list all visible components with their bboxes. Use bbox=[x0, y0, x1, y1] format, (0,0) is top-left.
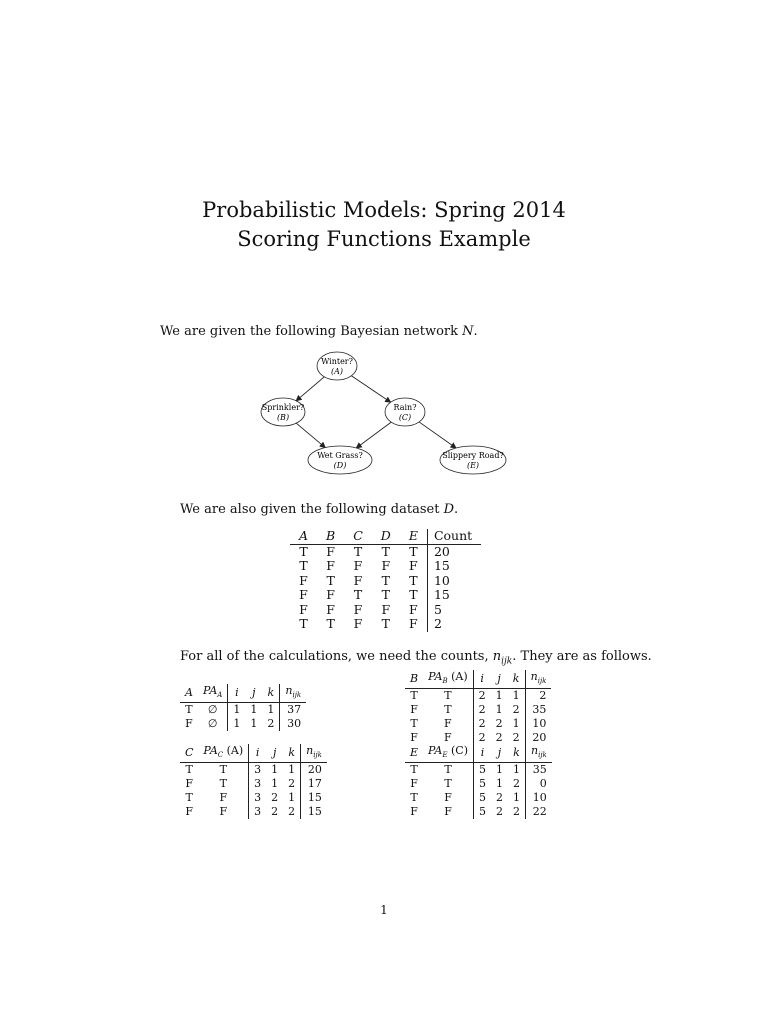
count-table-cell: 1 bbox=[250, 717, 258, 731]
node-b bbox=[261, 398, 305, 426]
count-table-cell: T bbox=[185, 791, 193, 805]
dataset-cell: F bbox=[353, 558, 363, 573]
bayesian-network-diagram bbox=[240, 345, 530, 480]
header-n-ijk: $n_{ijk}$ bbox=[301, 744, 327, 763]
dataset-col-a: A bbox=[290, 529, 317, 544]
dataset-cell: F bbox=[400, 617, 428, 632]
edge-a-c bbox=[351, 376, 390, 403]
dataset-body bbox=[290, 544, 481, 632]
intro-paragraph bbox=[160, 324, 478, 339]
dataset-cell: T bbox=[299, 558, 308, 573]
count-table-cell: 2 bbox=[508, 703, 526, 717]
count-table-cell: F bbox=[198, 791, 248, 805]
count-table-cell: 5 bbox=[479, 777, 486, 791]
header-var: A bbox=[180, 684, 198, 703]
dataset-header-row bbox=[290, 529, 481, 544]
count-table-cell: T bbox=[198, 763, 248, 778]
count-table-cell: F bbox=[410, 777, 418, 791]
header-n-ijk: $n_{ijk}$ bbox=[280, 684, 306, 703]
count-table-cell: 1 bbox=[508, 763, 526, 778]
count-table-cell: T bbox=[198, 777, 248, 791]
dataset-cell: T bbox=[381, 543, 390, 559]
count-table-b bbox=[405, 670, 551, 745]
dataset-cell: T bbox=[400, 588, 428, 603]
dataset-cell: F bbox=[299, 572, 308, 588]
count-table-cell: F bbox=[185, 717, 193, 731]
count-table-cell: 1 bbox=[508, 689, 526, 704]
node-symbol: (D) bbox=[333, 461, 347, 470]
count-table-cell: 2 bbox=[283, 777, 301, 791]
count-table-cell: 2 bbox=[478, 731, 486, 745]
count-table-row bbox=[405, 777, 552, 791]
count-table-cell: T bbox=[185, 703, 193, 717]
dataset-cell: F bbox=[326, 587, 335, 602]
intro-end: . bbox=[473, 324, 478, 339]
count-table-cell: T bbox=[410, 689, 418, 703]
count-table-cell: 1 bbox=[233, 717, 241, 731]
count-table-cell: 1 bbox=[495, 703, 503, 717]
count-table-row bbox=[180, 805, 327, 819]
dataset-row bbox=[290, 574, 481, 589]
header-var: C bbox=[180, 744, 198, 763]
header-n-ijk: $n_{ijk}$ bbox=[525, 670, 551, 689]
header-parents: $PA_A$ bbox=[198, 684, 228, 703]
count-table-cell: 2 bbox=[495, 717, 503, 731]
header-parents: $PA_E$ (C) bbox=[423, 744, 473, 763]
count-value-cell: 10 bbox=[532, 717, 547, 731]
counts-intro-paragraph bbox=[180, 649, 652, 667]
dataset-col-c: C bbox=[344, 529, 372, 544]
count-value-cell: 17 bbox=[307, 777, 322, 791]
title-line-2: Scoring Functions Example bbox=[237, 227, 531, 251]
node-d bbox=[308, 446, 372, 474]
title-line-1: Probabilistic Models: Spring 2014 bbox=[202, 198, 566, 222]
count-table-cell: 3 bbox=[254, 791, 262, 805]
dataset-col-d: D bbox=[372, 529, 400, 544]
count-table-cell: 1 bbox=[495, 689, 503, 703]
dataset-cell: F bbox=[353, 601, 363, 617]
header-j: j bbox=[266, 744, 283, 763]
count-table-row bbox=[180, 703, 306, 718]
count-table-cell: T bbox=[423, 703, 473, 717]
count-table-cell: 3 bbox=[254, 805, 262, 819]
node-label: Winter? bbox=[321, 357, 353, 366]
dataset-count-cell: 10 bbox=[433, 572, 450, 588]
count-table-header bbox=[405, 670, 551, 689]
count-table-cell: F bbox=[410, 703, 418, 717]
count-table-cell: 2 bbox=[262, 717, 280, 731]
network-nodes bbox=[261, 352, 506, 474]
count-table-cell: 2 bbox=[508, 805, 526, 819]
count-table-cell: F bbox=[423, 717, 473, 731]
count-table-cell: ∅ bbox=[198, 703, 228, 718]
count-table-cell: T bbox=[423, 689, 473, 704]
paper-title bbox=[0, 196, 768, 254]
count-table-cell: 5 bbox=[479, 763, 486, 777]
count-table-cell: 1 bbox=[496, 763, 503, 777]
dataset-cell: F bbox=[400, 603, 428, 618]
intro-var: N bbox=[462, 324, 474, 339]
count-table-cell: 2 bbox=[478, 689, 486, 703]
dataset-table bbox=[290, 529, 481, 632]
header-j: j bbox=[491, 744, 508, 763]
node-a bbox=[317, 352, 357, 380]
count-table-cell: F bbox=[423, 791, 473, 805]
counts-intro-text: For all of the calculations, we need the counts, bbox=[180, 649, 489, 664]
count-value-cell: 22 bbox=[532, 805, 547, 819]
dataset-cell: F bbox=[326, 601, 335, 617]
count-table-cell: 5 bbox=[479, 805, 486, 819]
counts-intro-end: . They are as follows. bbox=[512, 649, 652, 664]
count-table-row bbox=[405, 791, 552, 805]
dataset-row bbox=[290, 544, 481, 559]
count-table-cell: F bbox=[198, 805, 248, 819]
count-table-row bbox=[405, 703, 551, 717]
header-i: i bbox=[474, 744, 492, 763]
node-label: Wet Grass? bbox=[317, 451, 363, 460]
count-table-cell: 2 bbox=[496, 805, 503, 819]
dataset-col-e: E bbox=[400, 529, 428, 544]
count-table-cell: 1 bbox=[508, 717, 526, 731]
count-table-cell: F bbox=[410, 731, 418, 745]
dataset-row bbox=[290, 559, 481, 574]
count-table-cell: 3 bbox=[254, 763, 262, 777]
count-table-cell: ∅ bbox=[198, 717, 228, 731]
header-var: E bbox=[405, 744, 423, 763]
dataset-row bbox=[290, 588, 481, 603]
dataset-count-cell: 15 bbox=[433, 558, 450, 573]
count-value-cell: 20 bbox=[307, 763, 322, 777]
header-k: k bbox=[262, 684, 280, 703]
dataset-cell: F bbox=[381, 601, 391, 617]
dataset-cell: T bbox=[381, 616, 390, 631]
header-j: j bbox=[245, 684, 262, 703]
count-table-row bbox=[180, 791, 327, 805]
node-symbol: (B) bbox=[276, 413, 290, 422]
count-table-cell: F bbox=[423, 805, 473, 819]
dataset-count-cell: 2 bbox=[433, 616, 442, 631]
dataset-cell: F bbox=[326, 543, 335, 559]
dataset-cell: T bbox=[326, 616, 335, 631]
header-k: k bbox=[508, 744, 526, 763]
count-table-cell: 2 bbox=[508, 777, 526, 791]
node-symbol: (A) bbox=[330, 367, 344, 376]
dataset-cell: F bbox=[400, 559, 428, 574]
count-table-cell: 2 bbox=[478, 717, 486, 731]
count-table-a bbox=[180, 684, 306, 731]
dataset-cell: F bbox=[299, 587, 308, 602]
dataset-cell: F bbox=[381, 558, 391, 573]
edge-c-e bbox=[419, 422, 456, 448]
dataset-row bbox=[290, 617, 481, 632]
count-table-row bbox=[405, 689, 551, 704]
count-table-cell: 1 bbox=[233, 703, 241, 717]
dataset-cell: T bbox=[381, 572, 390, 588]
node-c bbox=[385, 398, 425, 426]
dataset-cell: T bbox=[353, 587, 363, 602]
count-table-row bbox=[405, 717, 551, 731]
header-parents: $PA_C$ (A) bbox=[198, 744, 248, 763]
header-n-ijk: $n_{ijk}$ bbox=[526, 744, 552, 763]
dataset-cell: T bbox=[400, 544, 428, 559]
dataset-intro-text: We are also given the following dataset bbox=[180, 502, 440, 517]
count-value-cell: 30 bbox=[287, 717, 302, 731]
edge-a-b bbox=[296, 377, 324, 401]
dataset-col-b: B bbox=[317, 529, 344, 544]
count-table-cell: F bbox=[185, 805, 194, 819]
header-var: B bbox=[405, 670, 423, 689]
count-value-cell: 15 bbox=[307, 791, 322, 805]
count-table-cell: 2 bbox=[271, 805, 279, 819]
node-label: Slippery Road? bbox=[442, 451, 504, 460]
count-table-cell: 2 bbox=[271, 791, 279, 805]
count-table-cell: F bbox=[423, 731, 473, 745]
count-table-cell: 2 bbox=[283, 805, 301, 819]
header-k: k bbox=[508, 670, 526, 689]
counts-intro-sub: ijk bbox=[501, 656, 513, 667]
count-value-cell: 35 bbox=[532, 763, 547, 777]
count-table-cell: 3 bbox=[254, 777, 262, 791]
node-label: Sprinkler? bbox=[261, 403, 305, 412]
header-i: i bbox=[228, 684, 246, 703]
dataset-cell: F bbox=[353, 572, 363, 588]
dataset-cell: F bbox=[326, 558, 335, 573]
dataset-cell: T bbox=[400, 574, 428, 589]
network-edges bbox=[296, 376, 456, 448]
node-e bbox=[440, 446, 506, 474]
dataset-intro-end: . bbox=[454, 502, 459, 517]
count-table-c bbox=[180, 744, 327, 819]
dataset-cell: T bbox=[299, 616, 308, 631]
node-symbol: (E) bbox=[466, 461, 480, 470]
count-table-cell: 1 bbox=[496, 777, 503, 791]
dataset-count-cell: 20 bbox=[433, 543, 450, 559]
count-table-cell: 1 bbox=[262, 703, 280, 718]
count-table-cell: 5 bbox=[479, 791, 486, 805]
dataset-intro-var: D bbox=[443, 502, 455, 517]
header-j: j bbox=[491, 670, 508, 689]
count-table-cell: F bbox=[410, 805, 418, 819]
count-table-cell: T bbox=[410, 717, 418, 731]
dataset-col-count: Count bbox=[427, 529, 481, 544]
count-table-row bbox=[405, 805, 552, 819]
count-table-row bbox=[180, 717, 306, 731]
dataset-cell: F bbox=[299, 601, 308, 617]
count-table-cell: T bbox=[423, 763, 473, 778]
counts-intro-var: n bbox=[492, 649, 502, 664]
count-value-cell: 15 bbox=[307, 805, 322, 819]
count-table-cell: T bbox=[423, 777, 473, 791]
count-value-cell: 20 bbox=[532, 731, 547, 745]
count-table-header bbox=[405, 744, 552, 763]
count-value-cell: 2 bbox=[539, 689, 547, 703]
dataset-cell: T bbox=[353, 543, 363, 559]
count-table-row bbox=[180, 777, 327, 791]
count-table-cell: 1 bbox=[283, 763, 301, 778]
count-table-e bbox=[405, 744, 552, 819]
count-table-header bbox=[180, 684, 306, 703]
header-k: k bbox=[283, 744, 301, 763]
count-table-cell: T bbox=[410, 763, 418, 777]
count-table-cell: 1 bbox=[271, 763, 279, 777]
dataset-cell: T bbox=[299, 543, 308, 559]
count-table-cell: 1 bbox=[283, 791, 301, 805]
count-value-cell: 35 bbox=[532, 703, 547, 717]
dataset-cell: T bbox=[326, 572, 335, 588]
count-table-header bbox=[180, 744, 327, 763]
count-value-cell: 37 bbox=[287, 703, 302, 717]
header-i: i bbox=[249, 744, 267, 763]
dataset-cell: T bbox=[381, 587, 390, 602]
dataset-intro-paragraph bbox=[180, 502, 458, 517]
count-value-cell: 10 bbox=[532, 791, 547, 805]
count-table-cell: 1 bbox=[271, 777, 279, 791]
page-number: 1 bbox=[380, 903, 388, 917]
count-table-cell: T bbox=[410, 791, 418, 805]
count-table-row bbox=[180, 763, 327, 778]
edge-c-d bbox=[356, 422, 391, 448]
count-table-cell: 2 bbox=[478, 703, 486, 717]
intro-text: We are given the following Bayesian network bbox=[160, 324, 459, 339]
dataset-count-cell: 5 bbox=[433, 601, 442, 617]
count-table-cell: 1 bbox=[508, 791, 526, 805]
node-symbol: (C) bbox=[398, 413, 412, 422]
count-table-cell: F bbox=[185, 777, 194, 791]
count-table-cell: 2 bbox=[495, 731, 503, 745]
dataset-cell: F bbox=[353, 616, 363, 631]
count-table-cell: 1 bbox=[250, 703, 258, 717]
dataset-row bbox=[290, 603, 481, 618]
count-table-cell: 2 bbox=[496, 791, 503, 805]
header-i: i bbox=[473, 670, 491, 689]
node-label: Rain? bbox=[393, 403, 417, 412]
count-table-row bbox=[405, 763, 552, 778]
dataset-count-cell: 15 bbox=[433, 587, 450, 602]
count-table-cell: 2 bbox=[508, 731, 526, 745]
edge-b-d bbox=[296, 423, 325, 447]
count-table-cell: T bbox=[185, 763, 193, 777]
count-value-cell: 0 bbox=[539, 777, 547, 791]
header-parents: $PA_B$ (A) bbox=[423, 670, 473, 689]
